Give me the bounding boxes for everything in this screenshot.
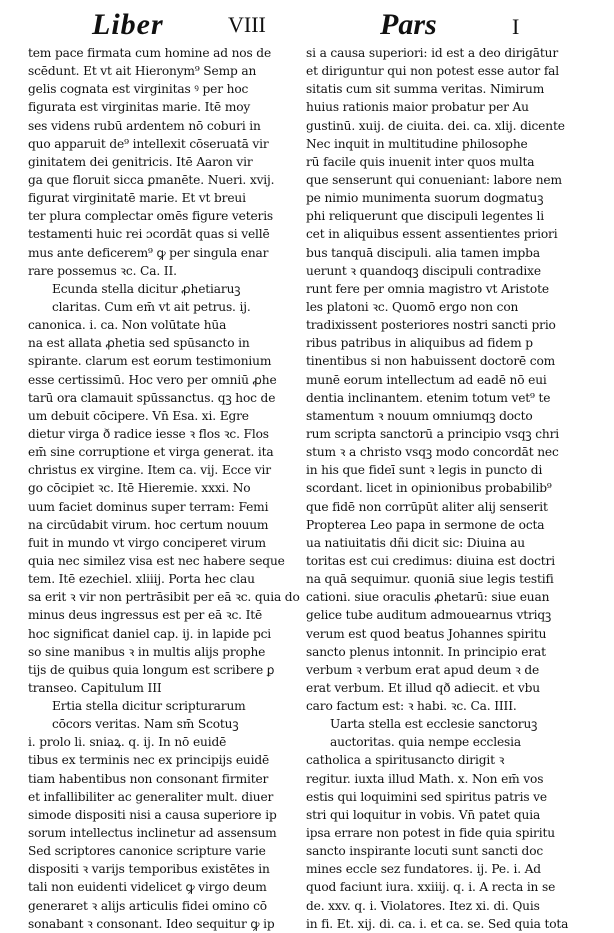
text-line: tinentibus si non habuissent doctorē com: [306, 354, 556, 369]
text-line: i. prolo li. sniaꝝ. q. ij. In nō euidē: [28, 735, 227, 750]
text-line: christus ex virgine. Item ca. vij. Ecce vir: [28, 463, 271, 478]
text-line: minus deus ingressus est per eā ꝛc. Itē: [28, 608, 263, 623]
text-line: go cōcipiet ꝛc. Itē Hieremie. xxxi. No: [28, 481, 251, 496]
text-line: tiam habentibus non consonant firmiter: [28, 771, 269, 786]
text-line: mines eccle sez fundatores. ij. Pe. i. Ad: [306, 862, 541, 877]
text-line: gelice tube auditum admouearnus vtriqꝫ: [306, 608, 552, 623]
text-line: hoc significat daniel cap. ij. in lapide pci: [28, 626, 272, 641]
text-line: ga que floruit sicca ꝑmanēte. Nueri. xvij.: [28, 172, 275, 187]
text-line: sancto plenus intonnit. In principio erat: [306, 644, 546, 659]
text-line: mus ante deficerem⁹ ꝙ per singula enar: [28, 245, 269, 260]
text-line: quia nec similez visa est nec habere seque: [28, 553, 285, 568]
text-line: et infallibiliter ac generaliter mult. diuer: [28, 789, 274, 804]
text-line: uerunt ꝛ quandoqꝫ discipuli contradixe: [306, 263, 541, 278]
text-line: quo apparuit de⁹ intellexit cōseruatā vir: [28, 136, 269, 151]
text-line: tijs de quibus quia longum est scribere ꝑ: [28, 662, 275, 677]
text-line: phi reliquerunt que discipuli legentes li: [306, 209, 545, 224]
text-line: ua natiuitatis dñi dicit sic: Diuina au: [306, 535, 525, 550]
text-line: na circūdabit virum. hoc certum nouum: [28, 517, 269, 532]
text-line: ses videns rubū ardentem nō coburi in: [28, 118, 261, 133]
text-line: dispositi ꝛ varijs temporibus existētes in: [28, 862, 270, 877]
text-line: stum ꝛ a christo vsqꝫ modo concordāt nec: [306, 445, 559, 460]
text-line: rū facile quis inuenit inter quos multa: [306, 154, 535, 169]
text-line: simode dispositi nisi a causa superiore ip: [28, 807, 277, 822]
text-line: fuit in mundo vt virgo conciperet virum: [28, 535, 266, 550]
right-text-column: [306, 44, 582, 933]
text-line: tem. Itē ezechiel. xliiij. Porta hec clau: [28, 572, 255, 587]
text-line: estis qui loquimini sed spiritus patris ve: [306, 789, 547, 804]
text-line: Sed scriptores canonice scripture varie: [28, 844, 266, 859]
header-book-number: VIII: [228, 12, 266, 37]
text-line: verum est quod beatus Johannes spiritu: [306, 626, 547, 641]
text-line: quod faciunt iura. xxiiij. q. i. A recta in se: [306, 880, 556, 895]
text-line: stri qui loquitur in vobis. Vn̄ patet quia: [306, 807, 541, 822]
text-line: figurat virginitatē marie. Et vt breui: [28, 191, 246, 206]
text-line: caro factum est: ꝛ habi. ꝛc. Ca. IIII.: [306, 699, 517, 714]
header-pars: Pars: [380, 8, 437, 41]
text-line: catholica a spiritusancto dirigit ꝛ: [306, 753, 505, 768]
text-line: erat verbum. Et illud qð adiecit. et vbu: [306, 680, 540, 695]
text-line: esse certissimū. Hoc vero per omniū ꝓhe: [28, 372, 277, 387]
text-line: cōcors veritas. Nam sm̄ Scotuꝫ: [52, 717, 239, 732]
text-line: claritas. Cum em̄ vt ait petrus. ij.: [52, 299, 251, 314]
text-line: transeo. Capitulum III: [28, 680, 162, 695]
text-line: uum faciet dominus super terram: Femi: [28, 499, 269, 514]
text-line: stamentum ꝛ nouum omniumqꝫ docto: [306, 408, 533, 423]
text-line: Uarta stella est ecclesie sanctoruꝫ: [330, 717, 538, 732]
text-line: Ecunda stella dicitur ꝓhetiaruꝫ: [52, 281, 241, 296]
text-line: ribus patribus in aliquibus ad fidem p: [306, 336, 533, 351]
text-line: ipsa errare non potest in fide quia spiritu: [306, 826, 555, 841]
text-line: gelis cognata est virginitas ꝰ per hoc: [28, 82, 249, 97]
text-line: scēdunt. Et vt ait Hieronym⁹ Semp an: [28, 64, 257, 79]
text-line: munē eorum intellectum ad eadē nō eui: [306, 372, 547, 387]
text-line: Nec inquit in multitudine philosophe: [306, 136, 528, 151]
text-line: que senserunt qui conueniant: labore nem: [306, 172, 562, 187]
text-line: rum scripta sanctorū a principio vsqꝫ chri: [306, 426, 560, 441]
text-line: verbum ꝛ verbum erat apud deum ꝛ de: [306, 662, 540, 677]
text-line: bus tanquā discipuli. alia tamen impba: [306, 245, 540, 260]
text-line: sancto inspirante locuti sunt sancti doc: [306, 844, 544, 859]
text-line: pe nimio munimenta suorum dogmatuꝫ: [306, 191, 544, 206]
text-line: dietur virga ð radice iesse ꝛ flos ꝛc. Flos: [28, 426, 269, 441]
text-line: testamenti huic rei ɔcordāt quas si vellē: [28, 227, 270, 242]
text-line: regitur. iuxta illud Math. x. Non em̄ vos: [306, 771, 544, 786]
text-line: sa erit ꝛ vir non pertrāsibit per eā ꝛc. quia do: [28, 590, 300, 605]
text-line: sonabant ꝛ consonant. Ideo sequitur ꝙ ip: [28, 916, 275, 931]
header-part-number: I: [512, 14, 520, 39]
text-line: sitatis cum sit summa veritas. Nimirum: [306, 82, 545, 97]
text-line: spirante. clarum est eorum testimonium: [28, 354, 272, 369]
text-line: na est allata ꝓhetia sed spūsancto in: [28, 336, 250, 351]
text-line: um debuit cōcipere. Vn̄ Esa. xi. Egre: [28, 408, 249, 423]
text-line: in fi. Et. xij. di. ca. i. et ca. se. Sed quia tota: [306, 916, 569, 931]
text-line: figurata est virginitas marie. Itē moy: [28, 100, 251, 115]
text-line: runt fere per omnia magistro vt Aristote: [306, 281, 549, 296]
text-line: auctoritas. quia nempe ecclesia: [330, 735, 522, 750]
text-line: cet in aliquibus essent assentientes priori: [306, 227, 558, 242]
text-line: si a causa superiori: id est a deo dirigātur: [306, 46, 559, 60]
text-line: toritas est cui credimus: diuina est doctri: [306, 553, 555, 568]
text-line: tarū ora clamauit spūssanctus. qꝫ hoc de: [28, 390, 276, 405]
text-line: so sine manibus ꝛ in multis alijs prophe: [28, 644, 266, 659]
text-line: canonica. i. ca. Non volūtate hūa: [28, 318, 227, 333]
text-line: tali non euidenti videlicet ꝙ virgo deum: [28, 880, 267, 895]
text-line: dentia inclinantem. etenim totum vet⁹ te: [306, 390, 551, 405]
text-line: generaret ꝛ alijs articulis fidei omino cō: [28, 898, 267, 913]
text-line: sorum intellectus inclinetur ad assensum: [28, 826, 277, 841]
text-line: tradixissent posteriores nostri sancti prio: [306, 318, 556, 333]
header-liber: Liber: [92, 8, 164, 41]
text-line: in his que fideī sunt ꝛ legis in puncto di: [306, 463, 543, 478]
text-line: tem pace firmata cum homine ad nos de: [28, 46, 272, 60]
text-line: cationi. siue oraculis ꝓhetarū: siue euan: [306, 590, 550, 605]
text-line: ter plura complectar omēs figure veteris: [28, 209, 274, 224]
text-line: Ertia stella dicitur scripturarum: [52, 699, 246, 714]
text-line: ginitatem dei genitricis. Itē Aaron vir: [28, 154, 253, 169]
text-line: tibus ex terminis nec ex principijs euidē: [28, 753, 270, 768]
text-line: na quā sequimur. quoniā siue legis testifi: [306, 572, 554, 587]
text-line: rare possemus ꝛc. Ca. II.: [28, 263, 177, 278]
text-line: de. xxv. q. i. Violatores. Itez xi. di. Quis: [306, 898, 540, 913]
text-line: et diriguntur qui non potest esse autor fal: [306, 64, 560, 79]
text-line: Propterea Leo papa in sermone de octa: [306, 517, 545, 532]
left-text-column: [28, 44, 300, 933]
text-line: huius rationis maior probatur per Au: [306, 100, 529, 115]
text-line: gustinū. xuij. de ciuita. dei. ca. xlij. dicente: [306, 118, 565, 133]
text-line: scordant. licet in opinionibus probabilib⁹: [306, 481, 552, 496]
text-line: les platoni ꝛc. Quomō ergo non con: [306, 299, 519, 314]
text-line: em̄ sine corruptione et virga generat. ita: [28, 445, 274, 460]
text-line: que fidē non corrūpūt aliter alij senserit: [306, 499, 548, 514]
